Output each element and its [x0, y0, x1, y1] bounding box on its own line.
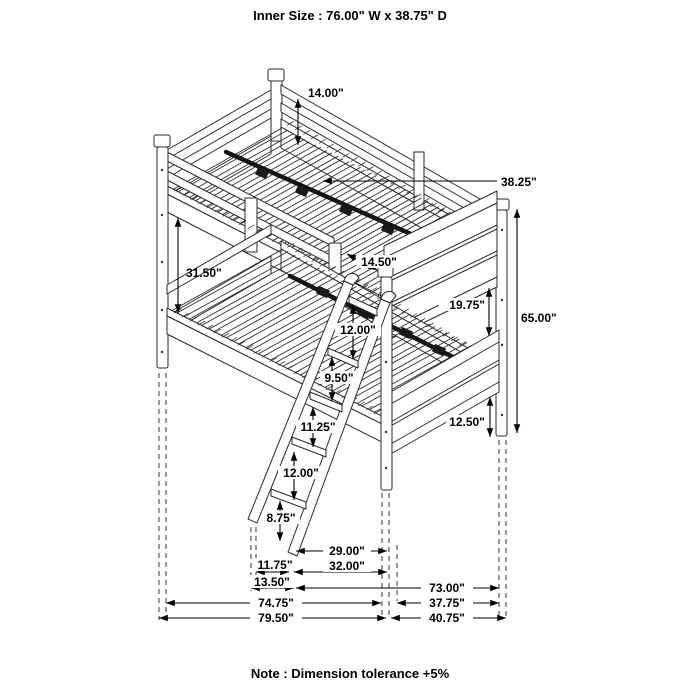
dim-frame-length-label: 74.75" [258, 596, 294, 610]
dim-under-top-clearance-label: 19.75" [449, 298, 485, 312]
dim-ladder-step-2-label: 9.50" [324, 371, 354, 385]
dim-ladder-step-1-label: 12.00" [340, 323, 376, 337]
dim-overall-length [159, 611, 386, 625]
dim-foot-clearance-label: 12.50" [449, 415, 485, 429]
ladder-rung-5 [271, 489, 306, 509]
dim-ladder-base-label: 13.50" [254, 575, 290, 589]
dim-ladder-reach-label: 29.00" [329, 544, 365, 558]
dim-guard-rail-height-label: 14.00" [308, 86, 344, 100]
dim-ladder-offset-label: 32.00" [329, 559, 365, 573]
dim-ladder-reach [296, 544, 387, 558]
dim-ladder-offset [294, 559, 387, 573]
dim-overall-depth [391, 611, 506, 625]
dim-ladder-step-5-label: 8.75" [266, 511, 296, 525]
dim-ladder-foot-depth-label: 11.75" [257, 558, 293, 572]
dim-overall-height-label: 65.00" [521, 311, 557, 325]
dim-overall-length-label: 79.50" [258, 611, 294, 625]
dim-ladder-step-4-label: 12.00" [283, 466, 319, 480]
ladder-rung-4 [292, 437, 326, 457]
dim-frame-depth [397, 596, 499, 610]
dim-overall-height [517, 209, 567, 433]
dim-ladder-step-3-label: 11.25" [300, 420, 336, 434]
dim-frame-length-inner-label: 73.00" [429, 581, 465, 595]
dim-frame-depth-label: 37.75" [429, 596, 465, 610]
dim-bunk-gap-height-label: 31.50" [186, 266, 222, 280]
dim-ladder-foot-depth [252, 558, 298, 572]
dim-entry-gap-label: 14.50" [361, 255, 397, 269]
dim-entry-gap [347, 254, 402, 270]
inner-size-title: Inner Size : 76.00" W x 38.75" D [253, 8, 447, 23]
dim-overall-depth-label: 40.75" [429, 611, 465, 625]
dim-frame-length [166, 596, 381, 610]
dim-ladder-base [249, 575, 295, 589]
tolerance-note: Note : Dimension tolerance +5% [250, 666, 450, 681]
dim-top-bunk-depth-label: 38.25" [501, 175, 537, 189]
